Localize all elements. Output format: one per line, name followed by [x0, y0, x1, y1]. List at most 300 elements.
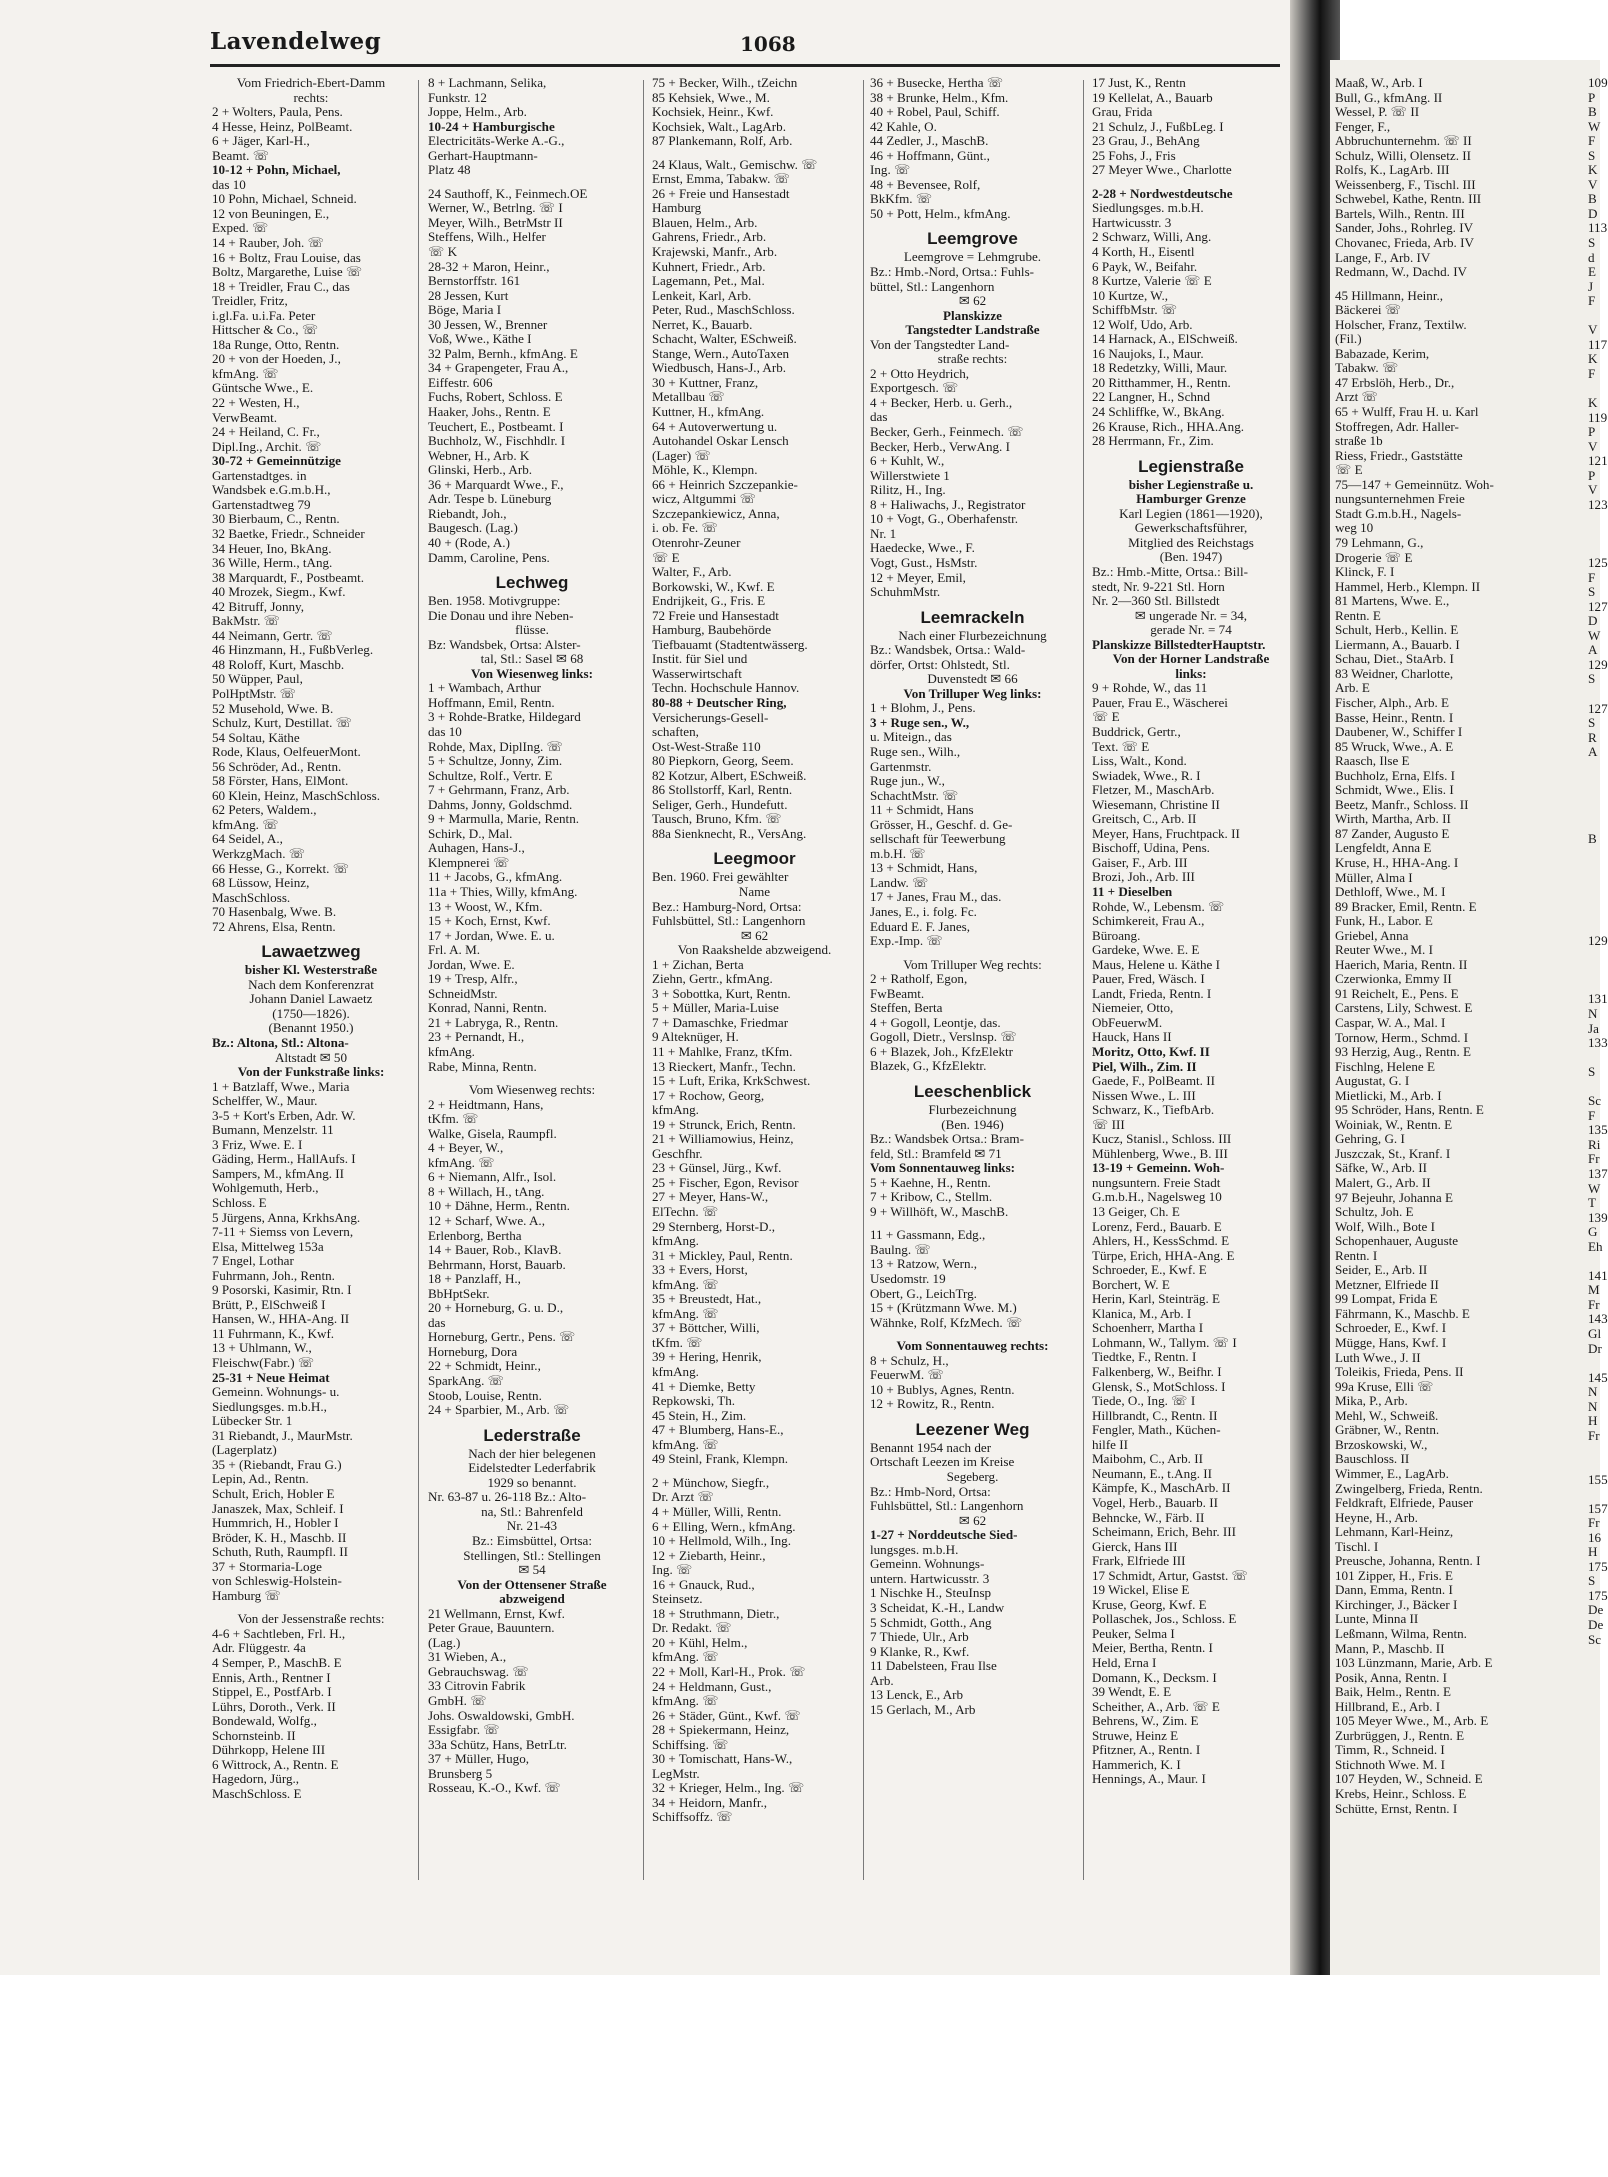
directory-entry: Planskizze [943, 307, 1002, 323]
directory-entry: Tabakw. ☏ [1335, 360, 1399, 376]
directory-entry: (Lag.) [428, 1634, 461, 1650]
directory-entry: Usedomstr. 19 [870, 1271, 946, 1287]
directory-entry: Arb. E [1335, 680, 1370, 696]
directory-entry: Kuhnert, Friedr., Arb. [652, 258, 766, 274]
directory-entry: Hillbrandt, C., Rentn. II [1092, 1407, 1218, 1423]
edge-fragment: Fr [1588, 1515, 1600, 1531]
directory-entry: ☏ E [652, 549, 680, 565]
directory-entry: Posik, Anna, Rentn. I [1335, 1669, 1448, 1685]
directory-entry: LegMstr. [652, 1765, 700, 1781]
directory-entry: 83 Weidner, Charlotte, [1335, 665, 1454, 681]
directory-entry: 35 + Breustedt, Hat., [652, 1291, 762, 1307]
directory-entry: 2 + Münchow, Siegfr., [652, 1474, 770, 1490]
edge-fragment: Dr [1588, 1340, 1602, 1356]
edge-fragment: T [1588, 1195, 1596, 1211]
directory-entry: 87 Plankemann, Rolf, Arb. [652, 133, 793, 149]
directory-entry: Szczepankiewicz, Anna, [652, 505, 780, 521]
directory-entry: Bz.: Wandsbek, Ortsa.: Wald- [870, 642, 1026, 658]
directory-entry: 5 Jürgens, Anna, KrkhsAng. [212, 1209, 361, 1225]
directory-entry: 6 + Kuhlt, W., [870, 453, 945, 469]
directory-entry: Ing. ☏ [652, 1562, 693, 1578]
directory-entry: 8 + Willach, H., tAng. [428, 1183, 545, 1199]
directory-entry: 17 + Jordan, Wwe. E. u. [428, 927, 555, 943]
directory-entry: Gäding, Herm., HallAufs. I [212, 1151, 356, 1167]
directory-entry: 4 Korth, H., Eisentl [1092, 244, 1195, 260]
edge-fragment [1588, 1254, 1600, 1269]
directory-entry: Mitglied des Reichstags [1128, 534, 1254, 550]
edge-fragment [1588, 891, 1600, 906]
directory-entry: Instit. für Siel und [652, 651, 748, 667]
directory-entry: 87 Zander, Augusto E [1335, 825, 1450, 841]
edge-fragment: 141 [1588, 1267, 1608, 1283]
directory-entry: Liermann, A., Bauarb. I [1335, 636, 1460, 652]
directory-entry: 18 + Panzlaff, H., [428, 1271, 521, 1287]
directory-entry: Buchholz, W., Fischhdlr. I [428, 433, 566, 449]
directory-entry: 107 Heyden, W., Schneid. E [1335, 1771, 1483, 1787]
directory-entry: stedt, Nr. 9-221 Stl. Horn [1092, 578, 1225, 594]
directory-entry: Peuker, Selma I [1092, 1625, 1175, 1641]
directory-entry: 5 + Kaehne, H., Rentn. [870, 1174, 991, 1190]
directory-entry: Nach einer Flurbezeichnung [898, 627, 1047, 643]
directory-entry: 7 Thiede, Ulr., Arb [870, 1629, 969, 1645]
directory-entry: 4 + Beyer, W., [428, 1140, 504, 1156]
directory-entry: 21 Wellmann, Ernst, Kwf. [428, 1605, 565, 1621]
edge-fragment: V [1588, 322, 1598, 338]
directory-entry: links: [1175, 665, 1207, 681]
edge-fragment: F [1588, 133, 1596, 149]
directory-entry: Ziehn, Gertr., kfmAng. [652, 971, 773, 987]
directory-entry: 40 + Robel, Paul, Schiff. [870, 104, 1000, 120]
directory-entry: Elsa, Mittelweg 153a [212, 1238, 324, 1254]
directory-entry: Nissen Wwe., L. III [1092, 1087, 1196, 1103]
directory-entry: 33a Schütz, Hans, BetrLtr. [428, 1736, 567, 1752]
directory-entry: straße 1b [1335, 433, 1383, 449]
directory-entry: Erlenborg, Bertha [428, 1227, 522, 1243]
edge-fragment: 135 [1588, 1122, 1608, 1138]
directory-entry: 37 + Müller, Hugo, [428, 1751, 530, 1767]
directory-entry: 2-28 + Nordwestdeutsche [1092, 185, 1233, 201]
edge-fragment: 127 [1588, 598, 1608, 614]
directory-entry: 48 + Bevensee, Rolf, [870, 176, 981, 192]
directory-entry: Rentn. I [1335, 1247, 1378, 1263]
directory-entry: Hamburg, Baubehörde [652, 622, 772, 638]
directory-entry: Adr. Tespe b. Lüneburg [428, 491, 552, 507]
directory-entry: Arb. [870, 1672, 894, 1688]
directory-entry: 29 Sternberg, Horst-D., [652, 1218, 776, 1234]
directory-entry: 5 + Schultze, Jonny, Zim. [428, 753, 563, 769]
directory-entry: Leemgrove = Lehmgrube. [903, 249, 1042, 265]
directory-entry: Ruge jun., W., [870, 773, 945, 789]
directory-entry: 70 Hasenbalg, Wwe. B. [212, 904, 337, 920]
directory-entry: Haedecke, Wwe., F. [870, 540, 975, 556]
directory-entry: Kucz, Stanisl., Schloss. III [1092, 1131, 1232, 1147]
directory-entry: Böge, Maria I [428, 302, 502, 318]
directory-entry: (Ben. 1947) [1159, 549, 1223, 565]
directory-entry: Zurbrüggen, J., Rentn. E [1335, 1727, 1465, 1743]
directory-entry: Abbruchunternehm. ☏ II [1335, 133, 1472, 149]
directory-entry: Hamburg [652, 200, 702, 216]
directory-entry: Text. ☏ E [1092, 738, 1150, 754]
directory-entry: Maaß, W., Arb. I [1335, 75, 1423, 90]
directory-entry: 21 + Labryga, R., Rentn. [428, 1014, 559, 1030]
directory-entry: Wiesemann, Christine II [1092, 796, 1220, 812]
directory-entry: (1750—1826). [272, 1005, 350, 1021]
edge-fragment: S [1588, 1064, 1596, 1080]
directory-entry: Rabe, Minna, Rentn. [428, 1058, 537, 1074]
directory-entry: 8 + Lachmann, Selika, [428, 75, 547, 90]
directory-entry: 47 Erbslöh, Herb., Dr., [1335, 374, 1455, 390]
directory-entry: 88a Sienknecht, R., VersAng. [652, 825, 807, 841]
directory-entry: Lengfeldt, Anna E [1335, 840, 1432, 856]
directory-entry: Büroang. [1092, 927, 1141, 943]
directory-entry: Kochsiek, Heinr., Kwf. [652, 104, 774, 120]
directory-entry: Becker, Gerh., Feinmech. ☏ [870, 424, 1024, 440]
directory-entry: 8 + Haliwachs, J., Registrator [870, 496, 1026, 512]
street-heading: Leegmoor [713, 849, 796, 869]
directory-entry: Bz: Wandsbek, Ortsa: Alster- [428, 636, 581, 652]
directory-entry: Schulz, Kurt, Destillat. ☏ [212, 715, 353, 731]
edge-fragment: 109 [1588, 75, 1608, 90]
column-1 [212, 76, 410, 1866]
facing-page-column [1335, 76, 1595, 1816]
directory-entry: Struwe, Heinz E [1092, 1727, 1179, 1743]
directory-entry: Horneburg, Dora [428, 1343, 518, 1359]
directory-entry: Baik, Helm., Rentn. E [1335, 1684, 1452, 1700]
directory-entry: 17 Schmidt, Artur, Gastst. ☏ [1092, 1567, 1248, 1583]
directory-entry: Tangstedter Landstraße [905, 322, 1040, 338]
directory-entry: Lorenz, Ferd., Bauarb. E [1092, 1218, 1222, 1234]
edge-fragment: 127 [1588, 700, 1608, 716]
directory-entry: Schmidt, Wwe., Elis. I [1335, 782, 1454, 798]
directory-entry: 9 Alteknüger, H. [652, 1029, 739, 1045]
directory-entry: Gebrauchswag. ☏ [428, 1663, 529, 1679]
directory-entry: Nr. 63-87 u. 26-118 Bz.: Alto- [428, 1489, 587, 1505]
directory-entry: Moritz, Otto, Kwf. II [1092, 1044, 1210, 1059]
directory-entry: Siedlungsges. m.b.H., [212, 1398, 327, 1414]
directory-entry: Schultz, Joh. E [1335, 1204, 1414, 1220]
edge-fragment: S [1588, 671, 1596, 687]
directory-entry: 18 + Treidler, Frau C., das [212, 278, 350, 294]
edge-fragment: Eh [1588, 1238, 1603, 1254]
directory-entry: Pfitzner, A., Rentn. I [1092, 1742, 1201, 1758]
directory-entry: Flurbezeichnung [928, 1102, 1017, 1117]
edge-fragment: De [1588, 1616, 1604, 1632]
directory-entry: Bauschloss. II [1335, 1451, 1410, 1467]
directory-entry: 35 + (Riebandt, Frau G.) [212, 1456, 342, 1472]
directory-entry: 21 + Williamowius, Heinz, [652, 1131, 794, 1147]
directory-entry: 81 Martens, Wwe. E., [1335, 593, 1450, 609]
directory-entry: Czerwionka, Emmy II [1335, 971, 1452, 987]
edge-fragment: A [1588, 744, 1598, 760]
directory-entry: Seliger, Gerh., Hundefutt. [652, 796, 788, 812]
directory-entry: 22 Langner, H., Schnd [1092, 389, 1211, 405]
directory-entry: Feldkraft, Elfriede, Pauser [1335, 1495, 1474, 1511]
edge-fragment [1588, 978, 1600, 993]
header-rule [210, 64, 1280, 67]
directory-entry: 45 Stein, H., Zim. [652, 1407, 747, 1423]
directory-entry: 1 + Zichan, Berta [652, 956, 744, 972]
directory-entry: Von der Funkstraße links: [237, 1064, 385, 1080]
directory-entry: Kirchinger, J., Bäcker I [1335, 1596, 1458, 1612]
directory-entry: 16 + Boltz, Frau Louise, das [212, 249, 361, 265]
directory-entry: Bartels, Wilh., Rentn. III [1335, 205, 1465, 221]
directory-entry: Kuttner, H., kfmAng. [652, 404, 765, 420]
directory-entry: 48 Roloff, Kurt, Maschb. [212, 656, 345, 672]
directory-entry: 45 Hillmann, Heinr., [1335, 287, 1444, 303]
directory-entry: Brzoskowski, W., [1335, 1436, 1428, 1452]
directory-entry: Hartwicusstr. 3 [1092, 214, 1172, 230]
edge-fragment: S [1588, 1573, 1596, 1589]
directory-entry: Duvenstedt ✉ 66 [927, 671, 1018, 687]
directory-entry: Bull, G., kfmAng. II [1335, 89, 1443, 105]
directory-entry: 10 Kurtze, W., [1092, 287, 1169, 303]
directory-entry: Gahrens, Friedr., Arb. [652, 229, 767, 245]
street-heading: Leezener Weg [915, 1419, 1030, 1439]
directory-entry: Stoffregen, Adr. Haller- [1335, 418, 1459, 434]
directory-entry: kfmAng. [428, 1044, 475, 1059]
directory-entry: Steinsetz. [652, 1591, 703, 1607]
edge-fragment: 175 [1588, 1587, 1608, 1603]
directory-entry: 11 Dabelsteen, Frau Ilse [870, 1658, 997, 1674]
edge-fragment [1588, 527, 1600, 542]
directory-entry: Seider, E., Arb. II [1335, 1262, 1428, 1278]
directory-entry: 4 + Becker, Herb. u. Gerh., [870, 394, 1013, 410]
edge-fragment: G [1588, 1224, 1598, 1240]
directory-entry: Luth Wwe., J. II [1335, 1349, 1421, 1365]
directory-entry: Vom Sonnentauweg rechts: [896, 1338, 1049, 1354]
column-3 [652, 76, 857, 1866]
street-heading: Leemrackeln [920, 607, 1025, 627]
directory-entry: Fuchs, Robert, Schloss. E [428, 389, 563, 405]
directory-entry: (Ben. 1946) [941, 1116, 1004, 1132]
directory-entry: 39 Wendt, E. E [1092, 1684, 1172, 1700]
directory-entry: ☏ III [1092, 1116, 1125, 1132]
directory-entry: 47 + Blumberg, Hans-E., [652, 1422, 784, 1438]
directory-entry: Türpe, Erich, HHA-Ang. E [1092, 1247, 1235, 1263]
directory-entry: 11 + Mahlke, Franz, tKfm. [652, 1044, 793, 1059]
edge-fragment [1588, 309, 1600, 324]
directory-entry: Meyer, Hans, Fruchtpack. II [1092, 825, 1240, 841]
directory-entry: Tornow, Herm., Schmd. I [1335, 1029, 1469, 1045]
directory-entry: 36 + Marquardt Wwe., F., [428, 476, 564, 492]
directory-entry: 10 Pohn, Michael, Schneid. [212, 191, 357, 207]
directory-entry: Wasserwirtschaft [652, 665, 742, 681]
edge-fragment: B [1588, 831, 1597, 847]
edge-fragment: M [1588, 1282, 1600, 1298]
directory-entry: Dann, Emma, Rentn. I [1335, 1582, 1453, 1598]
edge-fragment: 125 [1588, 555, 1608, 571]
directory-entry: Horneburg, Gertr., Pens. ☏ [428, 1329, 576, 1345]
directory-entry: Versicherungs-Gesell- [652, 709, 769, 725]
directory-entry: tKfm. ☏ [652, 1334, 703, 1350]
directory-entry: Krebs, Heinr., Schloss. E [1335, 1785, 1467, 1801]
directory-entry: das 10 [212, 176, 246, 192]
directory-entry: Gehring, G. I [1335, 1131, 1405, 1147]
directory-entry: Piel, Wilh., Zim. II [1092, 1058, 1197, 1074]
directory-entry: 99 Lompat, Frida E [1335, 1291, 1438, 1307]
directory-entry: büttel, Stl.: Langenhorn [870, 278, 995, 294]
edge-fragment: 155 [1588, 1471, 1608, 1487]
directory-entry: Sampers, M., kfmAng. II [212, 1165, 345, 1181]
directory-entry: 31 Wieben, A., [428, 1649, 507, 1665]
directory-entry: 60 Klein, Heinz, MaschSchloss. [212, 787, 381, 803]
directory-entry: Schacht, Walter, ESchweiß. [652, 331, 797, 347]
edge-fragment: P [1588, 467, 1596, 483]
directory-entry: Drogerie ☏ E [1335, 549, 1413, 565]
edge-fragment: S [1588, 147, 1596, 163]
directory-entry: 24 Sauthoff, K., Feinmech.OE [428, 185, 588, 201]
directory-entry: 9 + Willhöft, W., MaschB. [870, 1203, 1009, 1219]
directory-entry: Preusche, Johanna, Rentn. I [1335, 1553, 1481, 1569]
directory-entry: Konrad, Nanni, Rentn. [428, 1000, 547, 1016]
directory-entry: 10-12 + Pohn, Michael, [212, 162, 341, 178]
directory-entry: 14 Harnack, A., ElSchweiß. [1092, 331, 1238, 347]
directory-entry: 7 + Kribow, C., Stellm. [870, 1189, 993, 1205]
edge-fragment: Gl [1588, 1326, 1602, 1342]
directory-entry: 18 Redetzky, Willi, Maur. [1092, 360, 1228, 376]
directory-entry: Mehl, W., Schweiß. [1335, 1407, 1439, 1423]
directory-entry: 79 Lehmann, G., [1335, 534, 1424, 550]
directory-entry: Domann, K., Decksm. I [1092, 1669, 1217, 1685]
directory-entry: 3 + Rohde-Bratke, Hildegard [428, 709, 581, 725]
directory-entry: bisher Kl. Westerstraße [244, 962, 378, 978]
directory-entry: 4 + Gogoll, Leontje, das. [870, 1014, 1001, 1030]
directory-entry: SchiffbMstr. ☏ [1092, 302, 1178, 318]
directory-entry: Vogt, Gust., HsMstr. [870, 554, 978, 570]
directory-entry: Benannt 1954 nach der [870, 1439, 992, 1455]
directory-entry: Fuhlsbüttel, Stl.: Langenhorn [652, 913, 806, 929]
directory-entry: ☏ K [428, 244, 458, 260]
running-head: Lavendelweg [210, 28, 382, 55]
directory-entry: Vom Sonnentauweg links: [870, 1160, 1016, 1176]
directory-entry: Hamburg ☏ [212, 1587, 281, 1603]
directory-entry: rechts: [293, 89, 329, 105]
directory-entry: Hennings, A., Maur. I [1092, 1771, 1206, 1787]
edge-fragment: 129 [1588, 656, 1608, 672]
directory-entry: 4 Semper, P., MaschB. E [212, 1654, 342, 1670]
edge-fragment: N [1588, 1398, 1598, 1414]
directory-entry: 12 von Beuningen, E., [212, 205, 330, 221]
directory-entry: 64 Seidel, A., [212, 831, 283, 847]
directory-entry: sellschaft für Teewerbung [870, 831, 1006, 847]
edge-fragment: 175 [1588, 1558, 1608, 1574]
directory-entry: m.b.H. ☏ [870, 845, 926, 861]
directory-entry: Peter, Rud., MaschSchloss. [652, 302, 795, 318]
directory-entry: 15 + (Krützmann Wwe. M.) [870, 1300, 1017, 1316]
directory-entry: 13 Rieckert, Manfr., Techn. [652, 1058, 796, 1074]
directory-entry: 6 + Niemann, Alfr., Isol. [428, 1169, 557, 1185]
directory-entry: Lagemann, Pet., Mal. [652, 273, 765, 289]
directory-entry: Essigfabr. ☏ [428, 1722, 500, 1738]
directory-entry: GmbH. ☏ [428, 1692, 487, 1708]
column-5 [1092, 76, 1290, 1866]
directory-entry: 31 Riebandt, J., MaurMstr. [212, 1427, 353, 1443]
directory-entry: 27 + Meyer, Hans-W., [652, 1189, 769, 1205]
directory-entry: 24 Schliffke, W., BkAng. [1092, 404, 1225, 420]
directory-entry: Babazade, Kerim, [1335, 345, 1430, 361]
facing-page-edge-column [1588, 75, 1608, 1691]
street-heading: Leeschenblick [913, 1082, 1032, 1101]
edge-fragment [1588, 1647, 1600, 1662]
directory-entry: VerwBeamt. [212, 409, 278, 425]
edge-fragment: S [1588, 715, 1596, 731]
directory-entry: 39 + Hering, Henrik, [652, 1349, 762, 1365]
edge-fragment: 129 [1588, 933, 1608, 949]
directory-entry: Metallbau ☏ [652, 389, 725, 405]
directory-entry: kfmAng. ☏ [652, 1305, 719, 1321]
street-heading: Lederstraße [483, 1425, 581, 1445]
directory-entry: 7 + Gehrmann, Franz, Arb. [428, 782, 570, 798]
directory-entry: 38 Marquardt, F., Postbeamt. [212, 569, 365, 585]
directory-entry: 19 + Tresp, Alfr., [428, 971, 518, 987]
directory-entry: 32 Baetke, Friedr., Schneider [212, 525, 365, 541]
directory-entry: Damm, Caroline, Pens. [428, 549, 550, 565]
directory-entry: Maibohm, C., Arb. II [1092, 1451, 1203, 1467]
directory-entry: 13 + Woost, W., Kfm. [428, 898, 543, 914]
directory-entry: 5 Schmidt, Gotth., Ang [870, 1614, 992, 1630]
directory-entry: nungsuntern. Freie Stadt [1092, 1174, 1221, 1190]
directory-entry: 13 + Schmidt, Hans, [870, 860, 978, 876]
directory-entry: Rosseau, K.-O., Kwf. ☏ [428, 1780, 561, 1796]
edge-fragment: E [1588, 264, 1596, 280]
directory-entry: 13 + Uhlmann, W., [212, 1340, 312, 1356]
directory-entry: Tiedtke, F., Rentn. I [1092, 1349, 1197, 1365]
directory-entry: 10 + Vogt, G., Oberhafenstr. [870, 511, 1019, 527]
directory-entry: 1 + Blohm, J., Pens. [870, 700, 976, 716]
directory-entry: 12 + Ziebarth, Heinr., [652, 1547, 766, 1563]
directory-entry: Redmann, W., Dachd. IV [1335, 264, 1468, 280]
directory-entry: Hagedorn, Jürg., [212, 1771, 300, 1787]
directory-entry: Fährmann, K., Maschb. E [1335, 1305, 1470, 1321]
edge-fragment: 16 [1588, 1529, 1602, 1545]
directory-entry: 50 + Pott, Helm., kfmAng. [870, 205, 1011, 221]
directory-entry: 68 Lüssow, Heinz, [212, 875, 310, 891]
directory-entry: 54 Soltau, Käthe [212, 729, 300, 745]
directory-entry: 27 Meyer Wwe., Charlotte [1092, 162, 1232, 178]
column-4 [870, 76, 1075, 1866]
directory-entry: 1 + Batzlaff, Wwe., Maria [212, 1078, 350, 1094]
directory-entry: Nach dem Konferenzrat [248, 976, 374, 992]
directory-entry: 24 Klaus, Walt., Gemischw. ☏ [652, 156, 818, 172]
directory-entry: 30-72 + Gemeinnützige [212, 453, 341, 469]
directory-entry: Lange, F., Arb. IV [1335, 249, 1431, 265]
edge-fragment: F [1588, 569, 1596, 585]
directory-entry: Chovanec, Frieda, Arb. IV [1335, 235, 1474, 251]
directory-entry: Reuter Wwe., M. I [1335, 942, 1433, 958]
directory-entry: PolHptMstr. ☏ [212, 685, 297, 701]
directory-entry: lungsges. m.b.H. [870, 1541, 959, 1557]
directory-entry: Rentn. E [1335, 607, 1381, 623]
directory-entry: 82 Kotzur, Albert, ESchweiß. [652, 767, 807, 783]
directory-entry: 25-31 + Neue Heimat [212, 1369, 330, 1385]
directory-entry: Hammerich, K. I [1092, 1756, 1181, 1772]
street-heading: Lechweg [495, 573, 569, 593]
directory-entry: Lübecker Str. 1 [212, 1413, 293, 1429]
directory-entry: Klempnerei ☏ [428, 854, 510, 870]
directory-entry: 20 + Kühl, Helm., [652, 1634, 748, 1650]
directory-entry: Schütte, Ernst, Rentn. I [1335, 1800, 1458, 1816]
column-divider [643, 80, 644, 1880]
directory-entry: kfmAng. ☏ [652, 1436, 719, 1452]
directory-entry: Schiffsoffz. ☏ [652, 1809, 733, 1825]
directory-entry: 103 Lünzmann, Marie, Arb. E [1335, 1655, 1493, 1671]
directory-entry: 14 + Bauer, Rob., KlavB. [428, 1242, 562, 1258]
column-divider [418, 80, 419, 1880]
directory-entry: Schelffer, W., Maur. [212, 1093, 318, 1109]
directory-entry: (Fil.) [1335, 331, 1362, 347]
edge-fragment: W [1588, 118, 1601, 134]
directory-entry: 11 Fuhrmann, K., Kwf. [212, 1325, 335, 1341]
